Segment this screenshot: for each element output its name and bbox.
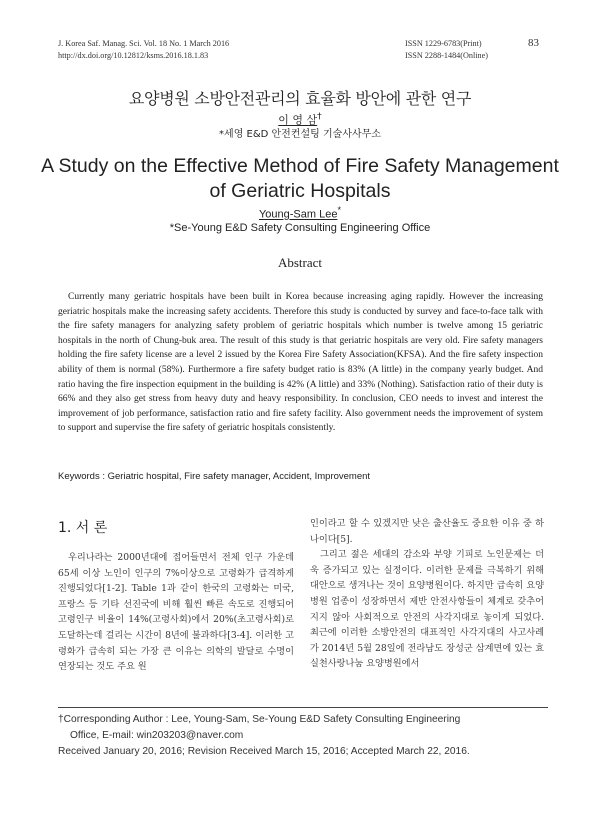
body-paragraph: 그리고 젊은 세대의 감소와 부양 기피로 노인문제는 더욱 증가되고 있는 실정이다. 이러한 문제를 극복하기 위해 대안으로 생겨나는 것이 요양병원이다. 하지만 급속히 요양병원 업종이 성장하면서 제반 안전사항들이 체계로 갖추어지지 않아 사회적으로 안전의 사각지대로 놓이게 되었다. 최근에 이러한 소방안전의 대표적인 사각지대의 사고사례가 2014년 5월 28일에 전라남도 장성군 삼계면에 있는 효실천사랑나눔 요양병원에서 <box>310 549 544 670</box>
english-title: A Study on the Effective Method of Fire Safety Management of Geriatric Hospitals <box>41 155 559 202</box>
section-heading: 1. 서 론 <box>58 520 108 536</box>
korean-title: 요양병원 소방안전관리의 효율화 방안에 관한 연구 <box>128 89 472 108</box>
received-dates: Received January 20, 2016; Revision Received March 15, 2016; Accepted March 22, 2016. <box>58 746 470 757</box>
english-author-mark: * <box>337 205 342 215</box>
korean-author: 이 영 삼 <box>278 113 318 127</box>
corresponding-email: Office, E-mail: win203203@naver.com <box>70 730 244 741</box>
english-author: Young-Sam Lee <box>258 208 338 221</box>
running-header-right <box>405 38 488 62</box>
doi-link[interactable]: http://dx.doi.org/10.12812/ksms.2016.18.1.83 <box>58 51 209 60</box>
abstract-text: Currently many geriatric hospitals have been built in Korea because increasing aging rapidly. However the increasing geriatric hospitals make the increasing safety accidents. Therefore this study is conducted by survey and face-to-face talk with the fire safety managers for analyzing safety problem of geriatric hospitals which number is twelve among 15 geriatric hospitals in the north of Chung-buk area. The result of this study is that geriatric hospitals are very old. Fire safety managers holding the fire safety license are a level 2 issued by the Korea Fire Safety Association(KFSA). And the fire safety inspection ability of them is normal (58%). Furthermore a fire safety budget ratio is 83% (A little) in the company yearly budget. And ratio having the fire inspection equipment in the building is 42% (A little) and 33% (Nothing). Satisfaction ratio of their duty is 66% and they also get stress from heavy duty and heavy responsibility. In conclusion, CEO needs to invest and interest the improvement of job performance, satisfaction ratio and fire safety facility. Also government needs the improvement of system to support and supervise the fire safety of geriatric hospitals consistently. <box>58 292 543 434</box>
body-left-column: 우리나라는 2000년대에 접어들면서 전체 인구 가운데 65세 이상 노인이 인구의 7%이상으로 고령화가 급격하게 진행되었다[1-2]. Table 1과 같이 한국의 고령화는 미국, 프랑스 등 기타 선진국에 비해 훨씬 빠른 속도로 진행되어 고령인구 비율이 14%(고령사회)에서 20%(초고령사회)로 도달하는데 걸리는 시간이 8년에 불과하다[3-4]. 이러한 고령화가 급속히 되는 가장 큰 이유는 의학의 발달로 수명이 연장되는 것도 주요 원 <box>58 552 294 673</box>
issn-online: ISSN 2288-1484(Online) <box>405 51 489 60</box>
page-number: 83 <box>528 37 539 49</box>
footnote-divider <box>58 707 548 708</box>
issn-print: ISSN 1229-6783(Print) <box>405 39 482 48</box>
corresponding-author: †Corresponding Author : Lee, Young-Sam, Se-Young E&D Safety Consulting Engineering <box>58 714 461 725</box>
english-author-line <box>0 205 600 221</box>
english-affiliation: *Se-Young E&D Safety Consulting Engineering Office <box>169 222 431 234</box>
body-paragraph: 인이라고 할 수 있겠지만 낮은 출산율도 중요한 이유 중 하나이다[5]. <box>310 518 544 545</box>
footnote <box>58 712 558 760</box>
journal-citation: J. Korea Saf. Manag. Sci. Vol. 18 No. 1 March 2016 <box>58 39 230 48</box>
korean-author-mark: † <box>317 111 322 122</box>
body-right-column <box>310 516 544 672</box>
abstract-heading: Abstract <box>277 255 323 270</box>
keywords: Keywords : Geriatric hospital, Fire safety manager, Accident, Improvement <box>58 471 371 482</box>
running-header-left <box>58 38 229 62</box>
korean-affiliation: *세영 E&D 안전컨설팅 기술사사무소 <box>219 129 381 140</box>
